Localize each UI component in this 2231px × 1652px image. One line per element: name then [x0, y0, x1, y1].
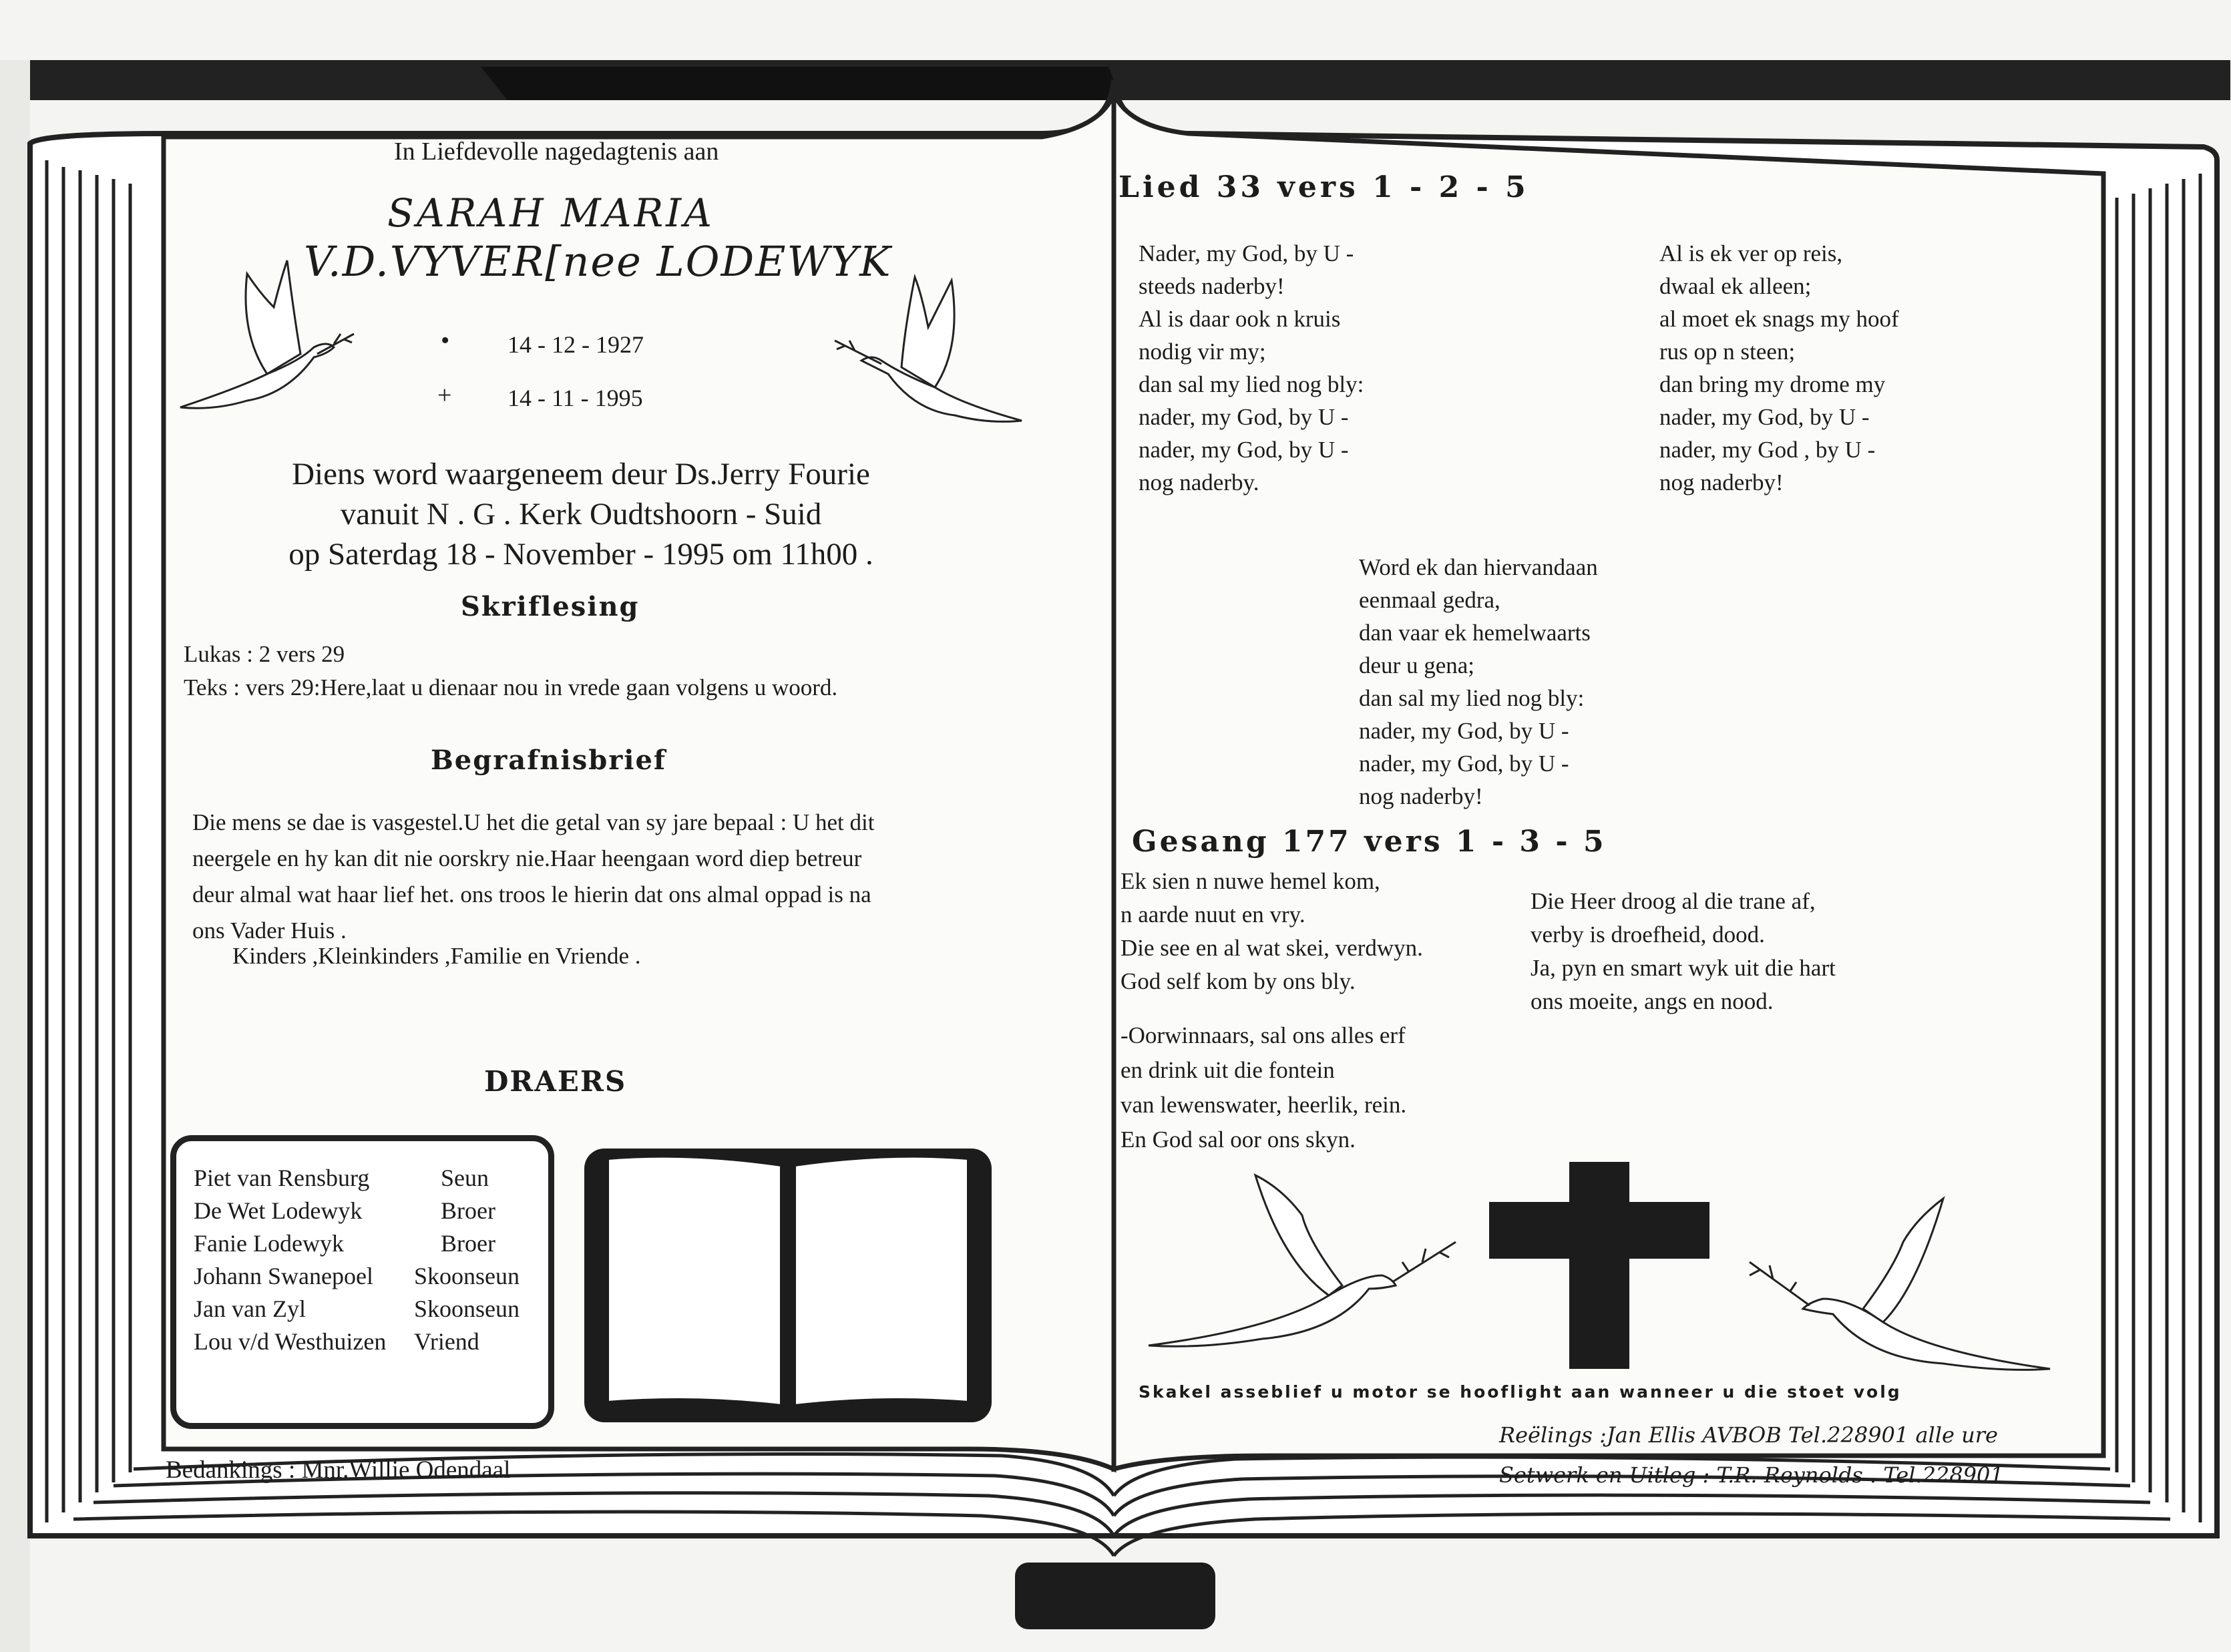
verse-line: Die see en al wat skei, verdwyn. [1121, 935, 1423, 961]
deceased-first-names: SARAH MARIA [387, 190, 715, 236]
service-line: vanuit N . G . Kerk Oudtshoorn - Suid [340, 497, 822, 532]
memorial-intro: In Liefdevolle nagedagtenis aan [394, 138, 719, 166]
verse-line: ons moeite, angs en nood. [1531, 988, 1774, 1014]
verse-line: en drink uit die fontein [1121, 1057, 1335, 1083]
bearer-name: Piet van Rensburg [194, 1165, 370, 1191]
letter-line: neergele en hy kan dit nie oorskry nie.Haar heengaan word diep betreur [192, 845, 862, 871]
bearer-name: Jan van Zyl [194, 1295, 306, 1322]
verse-line: dan sal my lied nog bly: [1359, 685, 1585, 711]
verse-line: nog naderby! [1659, 469, 1784, 495]
deceased-surname: V.D.VYVER[nee LODEWYK [304, 237, 892, 286]
hymn2-verse2 [1531, 885, 1836, 1018]
verse-line: eenmaal gedra, [1359, 587, 1500, 613]
verse-line: Die Heer droog al die trane af, [1531, 888, 1816, 914]
verse-line: dan bring my drome my [1659, 371, 1886, 397]
funeral-letter-heading: Begrafnisbrief [431, 745, 667, 776]
bearer-relation: Skoonseun [414, 1263, 520, 1289]
bearer-name: Johann Swanepoel [194, 1263, 373, 1289]
verse-line: nader, my God, by U - [1659, 404, 1870, 430]
service-details [247, 454, 915, 574]
bearers-list [194, 1162, 520, 1358]
verse-line: al moet ek snags my hoof [1659, 306, 1899, 332]
hymn2-verse3 [1121, 1018, 1406, 1157]
scripture-readings [184, 638, 837, 704]
scripture-line: Lukas : 2 vers 29 [184, 641, 345, 667]
verse-line: steeds naderby! [1139, 273, 1285, 299]
bearer-name: De Wet Lodewyk [194, 1197, 363, 1224]
bearer-relation: Seun [441, 1165, 489, 1191]
verse-line: -Oorwinnaars, sal ons alles erf [1121, 1022, 1406, 1048]
verse-line: nog naderby! [1359, 783, 1483, 809]
open-book-icon [581, 1139, 995, 1432]
funeral-letter-body [192, 805, 874, 949]
verse-line: Word ek dan hiervandaan [1359, 554, 1598, 580]
verse-line: God self kom by ons bly. [1121, 968, 1356, 994]
verse-line: nodig vir my; [1139, 339, 1266, 365]
birth-symbol: • [441, 327, 450, 355]
bearer-name: Fanie Lodewyk [194, 1230, 344, 1257]
verse-line: dwaal ek alleen; [1659, 273, 1812, 299]
bearer-relation: Skoonseun [414, 1295, 520, 1322]
verse-line: Al is ek ver op reis, [1659, 240, 1843, 266]
typesetting-credit: Setwerk en Uitleg : T.R. Reynolds . Tel.228901 [1499, 1462, 2004, 1488]
scripture-heading: Skriflesing [461, 591, 640, 622]
bearer-relation: Broer [441, 1197, 495, 1224]
birth-date: 14 - 12 - 1927 [508, 331, 644, 358]
verse-line: n aarde nuut en vry. [1121, 901, 1305, 927]
bearer-row [194, 1293, 520, 1325]
service-line: Diens word waargeneem deur Ds.Jerry Fourie [292, 457, 870, 491]
verse-line: nader, my God, by U - [1139, 404, 1349, 430]
verse-line: rus op n steen; [1659, 339, 1796, 365]
hymn1-verse1 [1139, 237, 1364, 499]
verse-line: nader, my God, by U - [1359, 718, 1569, 744]
bearer-row [194, 1260, 520, 1293]
verse-line: deur u gena; [1359, 652, 1474, 678]
verse-line: nader, my God, by U - [1359, 751, 1569, 777]
verse-line: Nader, my God, by U - [1139, 240, 1354, 266]
dove-icon-bottom-right [1709, 1189, 2057, 1382]
hymn1-heading: Lied 33 vers 1 - 2 - 5 [1119, 170, 1529, 204]
letter-line: Die mens se dae is vasgestel.U het die getal van sy jare bepaal : U het dit [192, 809, 875, 835]
service-line: op Saterdag 18 - November - 1995 om 11h00 . [288, 537, 873, 572]
letter-line: ons Vader Huis . [192, 917, 347, 944]
verse-line: nog naderby. [1139, 469, 1259, 495]
bearer-row [194, 1195, 520, 1227]
hymn1-verse2 [1659, 237, 1899, 499]
verse-line: dan vaar ek hemelwaarts [1359, 620, 1591, 646]
verse-line: nader, my God , by U - [1659, 437, 1876, 463]
family-signoff: Kinders ,Kleinkinders ,Familie en Vriende . [232, 943, 641, 969]
verse-line: En God sal oor ons skyn. [1121, 1126, 1356, 1153]
verse-line: verby is droefheid, dood. [1531, 921, 1765, 948]
hymn2-heading: Gesang 177 vers 1 - 3 - 5 [1132, 825, 1607, 859]
bearer-row [194, 1227, 520, 1260]
cross-icon [1489, 1162, 1709, 1369]
death-date: 14 - 11 - 1995 [508, 385, 643, 411]
bearer-relation: Broer [441, 1230, 495, 1257]
verse-line: van lewenswater, heerlik, rein. [1121, 1092, 1407, 1118]
bearer-name: Lou v/d Westhuizen [194, 1328, 387, 1355]
hymn2-verse1 [1121, 865, 1423, 998]
dove-icon-left [167, 254, 367, 427]
arrangements-credit: Reëlings :Jan Ellis AVBOB Tel.228901 alle ure [1499, 1422, 1998, 1448]
bearer-relation: Vriend [414, 1328, 479, 1355]
verse-line: Ek sien n nuwe hemel kom, [1121, 868, 1380, 894]
bearer-row [194, 1325, 520, 1358]
hymn1-verse3 [1359, 551, 1598, 813]
bearers-heading: DRAERS [484, 1065, 627, 1098]
scripture-line: Teks : vers 29:Here,laat u dienaar nou in vrede gaan volgens u woord. [184, 674, 838, 700]
dove-icon-bottom-left [1142, 1162, 1476, 1362]
letter-line: deur almal wat haar lief het. ons troos le hierin dat ons almal oppad is na [192, 881, 871, 907]
verse-line: nader, my God, by U - [1139, 437, 1349, 463]
verse-line: dan sal my lied nog bly: [1139, 371, 1364, 397]
thanks-line: Bedankings : Mnr.Willie Odendaal [166, 1456, 511, 1484]
dove-icon-right [821, 267, 1035, 441]
verse-line: Ja, pyn en smart wyk uit die hart [1531, 955, 1836, 981]
verse-line: Al is daar ook n kruis [1139, 306, 1341, 332]
headlights-notice: Skakel asseblief u motor se hooflight aan wanneer u die stoet volg [1139, 1382, 1902, 1402]
bearer-row [194, 1162, 520, 1195]
death-symbol: + [437, 381, 452, 409]
